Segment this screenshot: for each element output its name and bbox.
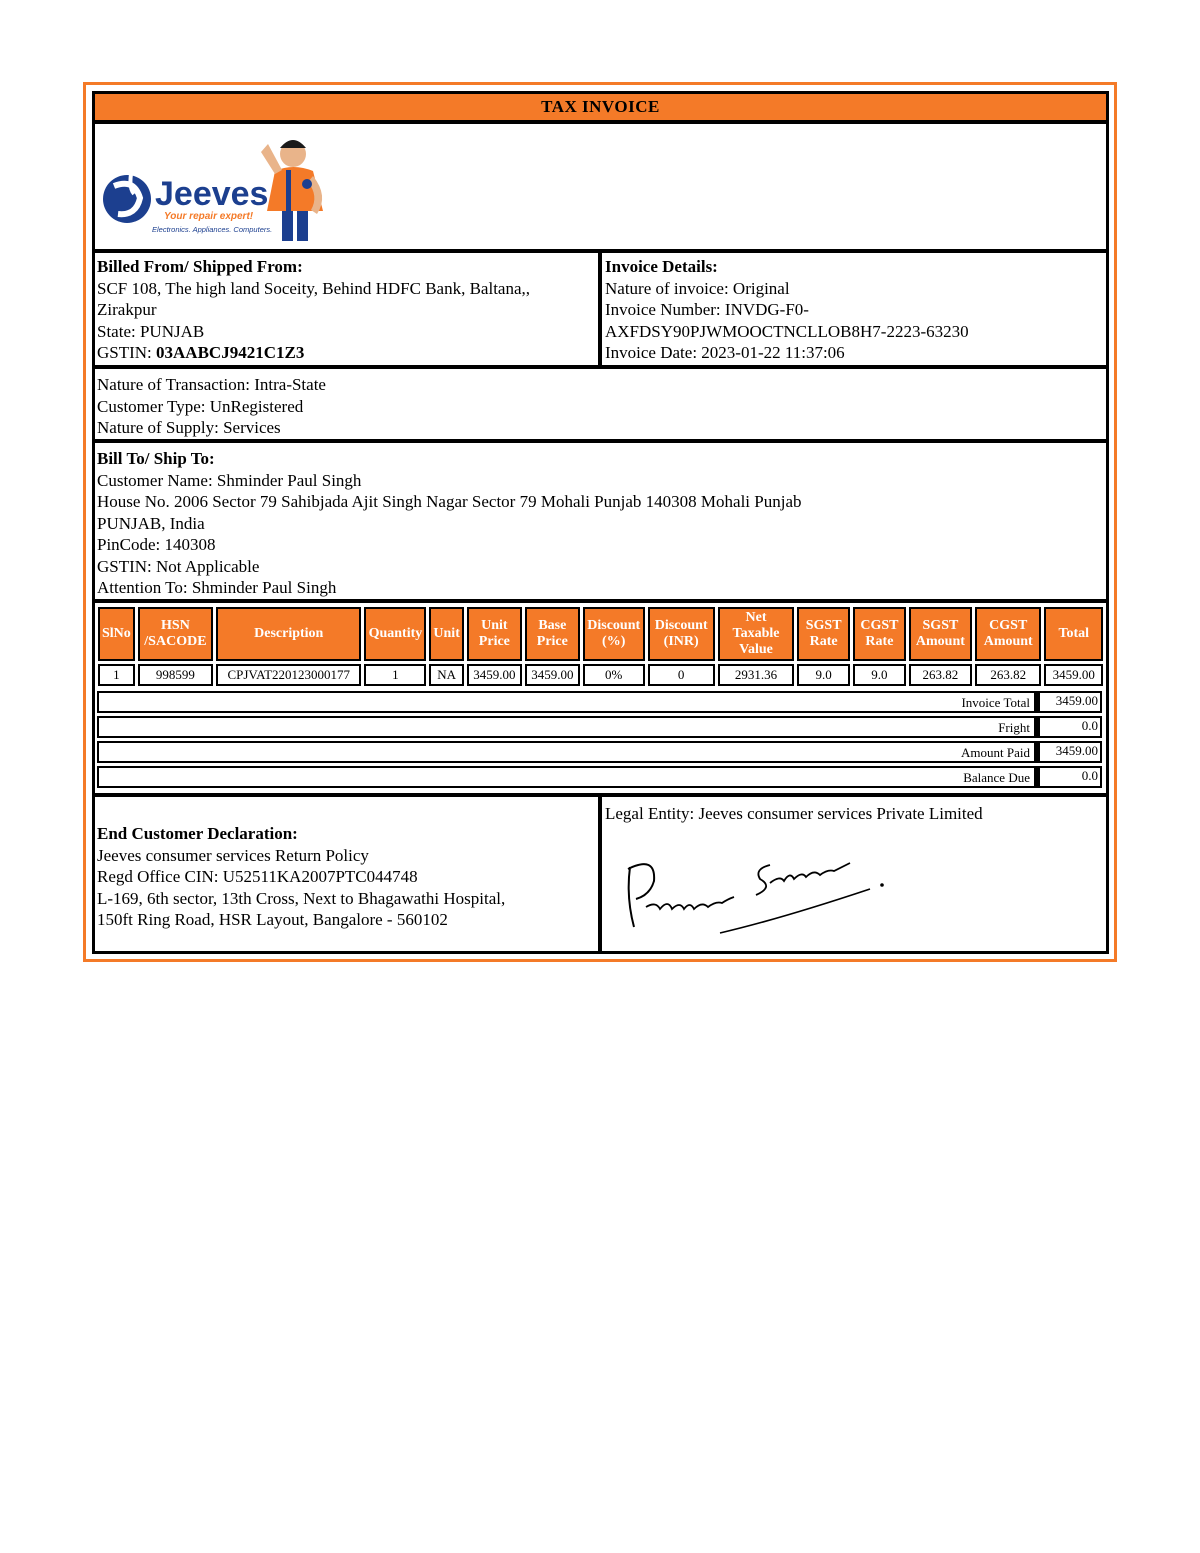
cell-base-price: 3459.00 [525, 664, 580, 686]
legal-entity: Legal Entity: Jeeves consumer services Private Limited [605, 804, 983, 823]
declaration-line4: 150ft Ring Road, HSR Layout, Bangalore - 560102 [97, 910, 448, 929]
header-unit-price: Unit Price [467, 607, 522, 661]
declaration-line1: Jeeves consumer services Return Policy [97, 845, 369, 865]
cell-total: 3459.00 [1044, 664, 1103, 686]
amount-paid-row [97, 741, 1102, 763]
cell-slno: 1 [98, 664, 135, 686]
invoice-number-line1: Invoice Number: INVDG-F0- [605, 300, 809, 319]
table-row [98, 664, 1103, 686]
invoice-details-heading: Invoice Details: [605, 257, 718, 276]
bill-to-section [92, 440, 1109, 602]
declaration-line2: Regd Office CIN: U52511KA2007PTC044748 [97, 867, 418, 886]
billed-from-address-line1: SCF 108, The high land Soceity, Behind HDFC Bank, Baltana,, [97, 278, 531, 298]
billed-from-state: State: PUNJAB [97, 321, 205, 341]
cell-hsn: 998599 [138, 664, 213, 686]
transaction-section [92, 366, 1109, 442]
header-cgst-amount: CGST Amount [975, 607, 1042, 661]
cell-quantity: 1 [364, 664, 426, 686]
legal-entity-section [599, 794, 1109, 954]
items-table [95, 604, 1106, 689]
invoice-title: TAX INVOICE [92, 91, 1109, 123]
balance-due-row [97, 766, 1102, 788]
invoice-total-value: 3459.00 [1038, 691, 1100, 713]
header-quantity: Quantity [364, 607, 426, 661]
fright-label: Fright [998, 720, 1030, 735]
declaration-line3: L-169, 6th sector, 13th Cross, Next to Bhagawathi Hospital, [97, 888, 506, 908]
header-sgst-amount: SGST Amount [909, 607, 972, 661]
jeeves-logo [100, 126, 340, 251]
cell-net-taxable: 2931.36 [718, 664, 795, 686]
customer-gstin: GSTIN: Not Applicable [97, 556, 260, 576]
customer-name: Customer Name: Shminder Paul Singh [97, 470, 362, 490]
cell-sgst-rate: 9.0 [797, 664, 850, 686]
invoice-details-section [599, 250, 1109, 368]
customer-address: House No. 2006 Sector 79 Sahibjada Ajit Singh Nagar Sector 79 Mohali Punjab 140308 Mohali Punjab [97, 492, 802, 511]
header-base-price: Base Price [525, 607, 580, 661]
header-sgst-rate: SGST Rate [797, 607, 850, 661]
header-unit: Unit [429, 607, 463, 661]
header-total: Total [1044, 607, 1103, 661]
cell-cgst-amount: 263.82 [975, 664, 1042, 686]
invoice-number-line2: AXFDSY90PJWMOOCTNCLLOB8H7-2223-63230 [605, 321, 969, 341]
invoice-date: Invoice Date: 2023-01-22 11:37:06 [605, 343, 845, 362]
logo-brand-text: Jeeves [155, 175, 269, 213]
cell-discount-inr: 0 [648, 664, 715, 686]
invoice-total-row [97, 691, 1102, 713]
logo-tagline: Your repair expert! [164, 211, 254, 222]
billed-from-address-line2: Zirakpur [97, 300, 157, 319]
logo-section [92, 121, 1109, 252]
invoice-total-label: Invoice Total [961, 695, 1030, 710]
billed-from-gstin-value: 03AABCJ9421C1Z3 [156, 343, 305, 362]
cell-unit-price: 3459.00 [467, 664, 522, 686]
header-description: Description [216, 607, 361, 661]
billed-from-gstin-label: GSTIN: [97, 343, 157, 362]
header-hsn: HSN /SACODE [138, 607, 213, 661]
customer-type: Customer Type: UnRegistered [97, 396, 304, 416]
header-net-taxable: Net Taxable Value [718, 607, 795, 661]
amount-paid-label: Amount Paid [961, 745, 1030, 760]
amount-paid-value: 3459.00 [1038, 741, 1100, 763]
bill-to-heading: Bill To/ Ship To: [97, 449, 215, 468]
header-discount-inr: Discount (INR) [648, 607, 715, 661]
declaration-section [92, 794, 601, 954]
invoice-nature: Nature of invoice: Original [605, 278, 790, 298]
balance-due-value: 0.0 [1038, 766, 1100, 788]
billed-from-heading: Billed From/ Shipped From: [97, 257, 303, 276]
cell-cgst-rate: 9.0 [853, 664, 906, 686]
customer-region: PUNJAB, India [97, 513, 205, 533]
logo-subline: Electronics. Appliances. Computers. [152, 225, 273, 234]
header-slno: SlNo [98, 607, 135, 661]
balance-due-label: Balance Due [963, 770, 1030, 785]
customer-attention: Attention To: Shminder Paul Singh [97, 578, 337, 597]
cell-sgst-amount: 263.82 [909, 664, 972, 686]
cell-discount-pct: 0% [583, 664, 645, 686]
items-header-row [98, 607, 1103, 661]
header-discount-pct: Discount (%) [583, 607, 645, 661]
transaction-nature: Nature of Transaction: Intra-State [97, 375, 326, 394]
cell-description: CPJVAT220123000177 [216, 664, 361, 686]
fright-row [97, 716, 1102, 738]
supply-nature: Nature of Supply: Services [97, 418, 281, 437]
signature-icon [620, 847, 900, 937]
header-cgst-rate: CGST Rate [853, 607, 906, 661]
billed-from-section [92, 250, 601, 368]
declaration-heading: End Customer Declaration: [97, 824, 298, 843]
customer-pincode: PinCode: 140308 [97, 535, 216, 554]
fright-value: 0.0 [1038, 716, 1100, 738]
cell-unit: NA [429, 664, 463, 686]
